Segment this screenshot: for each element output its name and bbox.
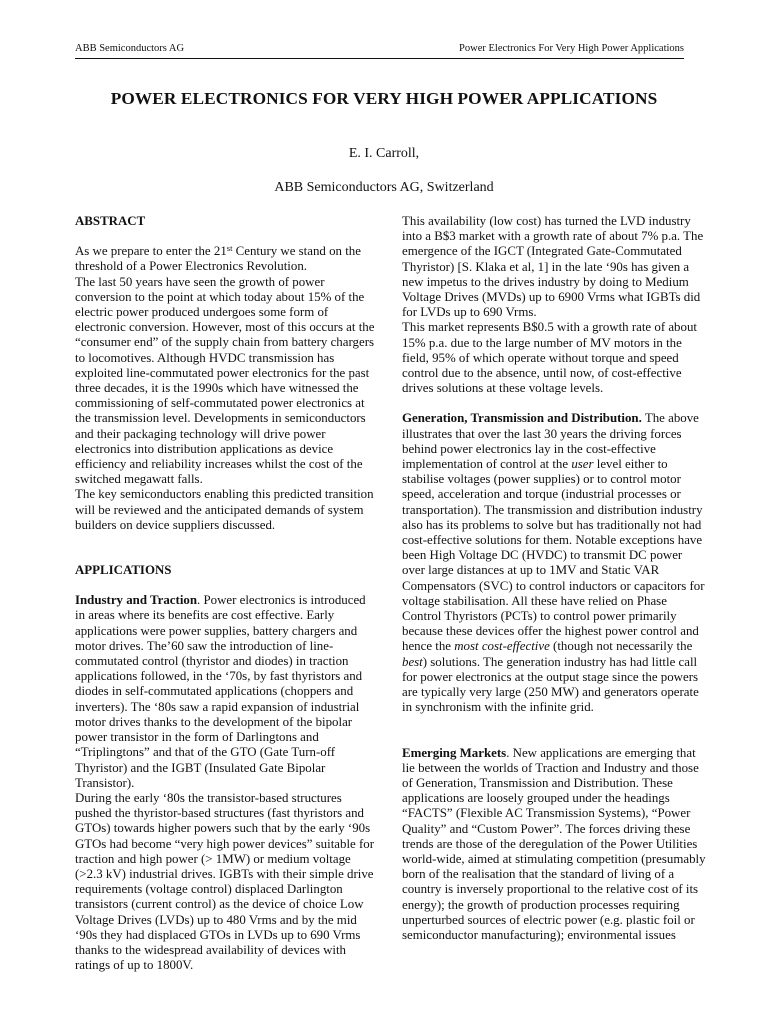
emerging-markets-paragraph: Emerging Markets. New applications are emerging that lie between the worlds of Traction and Industry and those of Generation, Transmission and Distribution. These applications are loosely grouped under the headings “FACTS” (Flexible AC Transmission Systems), “Power Quality” and “Custom Power”. The forces driving these trends are those of the deregulation of the Power Utilities world-wide, aimed at stimulating competition (presumably born of the realisation that the standard of living of a country is inversely proportional to the relative cost of its energy); the growth of production processes requiring unperturbed sources of electric power (e.g. plastic foil or semiconductor manufacturing); environmental issues — [402, 745, 706, 942]
affiliation: ABB Semiconductors AG, Switzerland — [274, 180, 494, 195]
lvd-paragraph: This availability (low cost) has turned the LVD industry into a B$3 market with a growth rate of about 7% p.a. The emergence of the IGCT (Integrated Gate-Commutated Thyristor) [S. Klaka et al, 1] in the late ‘90s has given a new impetus to the drives industry by doing to Medium Voltage Drives (MVDs) up to 6900 Vrms what IGBTs did for LVDs up to 690 Vrms. — [402, 214, 704, 320]
industry-traction-paragraph-2: During the early ‘80s the transistor-based structures pushed the thyristor-based structures (fast thyristors and GTOs) towards higher powers such that by the early ‘90s GTOs had become “very high power devices” suitable for traction and high power (> 1MW) or medium voltage (>2.3 kV) industrial drives. IGBTs with their simple drive requirements (voltage control) displaced Darlington transistors (current control) as the device of choice Low Voltage Drives (LVDs) up to 480 Vrms and by the mid ‘90s they had displaced GTOs in LVDs up to 690 Vrms thanks to the widespread availability of devices with ratings of up to 1800V. — [75, 790, 375, 973]
header-left: ABB Semiconductors AG — [75, 43, 185, 54]
industry-traction-title: Industry and Traction — [75, 593, 198, 608]
paper-title: POWER ELECTRONICS FOR VERY HIGH POWER APPLICATIONS — [110, 89, 658, 108]
running-header — [75, 43, 684, 59]
abstract-paragraph-3: The key semiconductors enabling this predicted transition will be reviewed and the anticipated demands of system builders on device suppliers discussed. — [75, 487, 374, 532]
abstract-paragraph-1: As we prepare to enter the 21st Century we stand on the threshold of a Power Electronics Revolution. — [75, 243, 361, 274]
header-right: Power Electronics For Very High Power Applications — [459, 43, 684, 54]
right-column — [402, 214, 706, 943]
abstract-paragraph-2: The last 50 years have seen the growth of power conversion to the point at which today about 15% of the electric power produced undergoes some form of electronic conversion. However, most of this occurs at the “consumer end” of the supply chain from battery chargers to locomotives. Although HVDC transmission has exploited line-commutated power electronics for the past three decades, it is the 1990s which have witnessed the commissioning of self-commutated power electronics at the transmission level. Developments in semiconductors and their packaging technology will drive power electronics into distribution applications as device efficiency and reliability increases whilst the cost of the switched megawatt falls. — [75, 274, 375, 487]
applications-heading: APPLICATIONS — [75, 563, 172, 578]
gtd-title: Generation, Transmission and Distribution. — [402, 411, 642, 426]
left-column — [75, 214, 377, 973]
industry-traction-paragraph: Industry and Traction. Power electronics is introduced in areas where its benefits are cost effective. Early applications were power supplies, battery chargers and motor drives. The’60 saw the introduction of line-commutated control (thyristor and diodes) in traction applications followed, in the ‘70s, by fast thyristors and diodes in self-commutated applications (choppers and inverters). The ‘80s saw a rapid expansion of industrial motor drives thanks to the development of the bipolar power transistor in the form of Darlingtons and “Triplingtons” and that of the GTO (Gate Turn-off Thyristor) and the IGBT (Insulated Gate Bipolar Transistor). — [75, 593, 366, 790]
abstract-heading: ABSTRACT — [75, 214, 146, 228]
generation-transmission-paragraph: Generation, Transmission and Distribution. The above illustrates that over the last 30 years the driving forces behind power electronics lay in the cost-effective implementation of control at the user level either to stabilise voltages (power supplies) or to control motor speed, acceleration and torque (industrial processes or transportation). The transmission and distribution industry also has its problems to solve but has traditionally not had cost-effective solutions for them. Notable exceptions have been High Voltage DC (HVDC) to transmit DC power over large distances at up to 1MV and Static VAR Compensators (SVC) to control inductors or capacitors for voltage stabilisation. All these have relied on Phase Control Thyristors (PCTs) to control power primarily because these devices offer the highest power control and hence the most cost-effective (though not necessarily the best) solutions. The generation industry has had little call for power electronics at the output stage since the powers are typically very large (250 MW) and generators operate in synchronism with the infinite grid. — [402, 411, 705, 715]
mvd-market-paragraph: This market represents B$0.5 with a growth rate of about 15% p.a. due to the large number of MV motors in the field, 95% of which operate without torque and speed control due to the absence, until now, of cost-effective drives solutions at these voltage levels. — [402, 320, 697, 396]
author: E. I. Carroll, — [348, 146, 420, 161]
emerging-markets-title: Emerging Markets — [402, 745, 507, 760]
